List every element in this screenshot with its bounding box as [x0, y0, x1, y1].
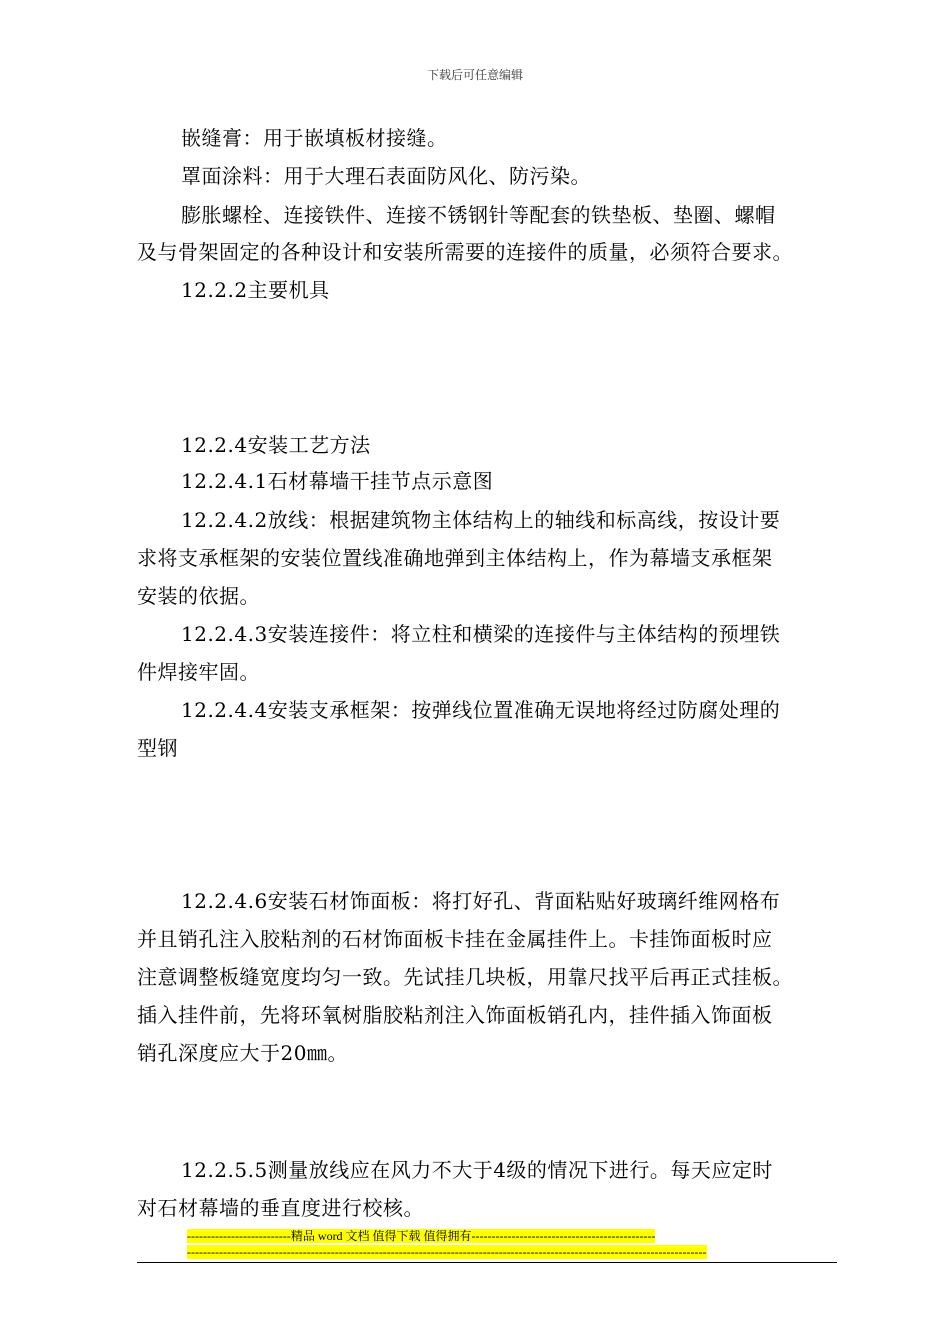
section-heading: 12.2.4.1石材幕墙干挂节点示意图	[181, 469, 494, 493]
paragraph-line: 注意调整板缝宽度均匀一致。先试挂几块板，用靠尺找平后再正式挂板。	[137, 965, 793, 989]
paragraph-line: 求将支承框架的安装位置线准确地弹到主体结构上，作为幕墙支承框架	[137, 546, 773, 570]
paragraph-line: 12.2.4.6安装石材饰面板：将打好孔、背面粘贴好玻璃纤维网格布	[181, 889, 781, 913]
paragraph-line: 12.2.4.2放线：根据建筑物主体结构上的轴线和标高线，按设计要	[181, 508, 781, 532]
paragraph-line: 12.2.4.4安装支承框架：按弹线位置准确无误地将经过防腐处理的	[181, 698, 781, 722]
footer-divider	[137, 1262, 837, 1263]
page-header-note: 下载后可任意编辑	[426, 68, 523, 82]
paragraph-line: 插入挂件前，先将环氧树脂胶粘剂注入饰面板销孔内，挂件插入饰面板	[137, 1003, 773, 1027]
paragraph-line: 嵌缝膏：用于嵌填板材接缝。	[181, 126, 448, 150]
paragraph-line: 对石材幕墙的垂直度进行校核。	[137, 1196, 424, 1220]
paragraph-line: 安装的依据。	[137, 584, 260, 608]
section-heading: 12.2.2主要机具	[181, 278, 330, 302]
paragraph-line: 膨胀螺栓、连接铁件、连接不锈钢针等配套的铁垫板、垫圈、螺帽	[181, 203, 776, 227]
paragraph-line: 并且销孔注入胶粘剂的石材饰面板卡挂在金属挂件上。卡挂饰面板时应	[137, 927, 773, 951]
paragraph-line: 销孔深度应大于20㎜。	[137, 1041, 348, 1065]
paragraph-line: 及与骨架固定的各种设计和安装所需要的连接件的质量，必须符合要求。	[137, 240, 793, 264]
footer-banner-line: --------------------------精品 word 文档 值得下载 值得拥有----------------------------------------------	[187, 1229, 656, 1243]
paragraph-line: 罩面涂料：用于大理石表面防风化、防污染。	[181, 164, 591, 188]
paragraph-line: 12.2.5.5测量放线应在风力不大于4级的情况下进行。每天应定时	[181, 1158, 773, 1182]
paragraph-line: 型钢	[137, 736, 178, 760]
section-heading: 12.2.4安装工艺方法	[181, 433, 371, 457]
paragraph-line: 12.2.4.3安装连接件：将立柱和横梁的连接件与主体结构的预埋铁	[181, 622, 781, 646]
footer-banner-line: ----------------------------------------------------------------------------------------------------------------------------------	[187, 1245, 707, 1259]
paragraph-line: 件焊接牢固。	[137, 660, 260, 684]
